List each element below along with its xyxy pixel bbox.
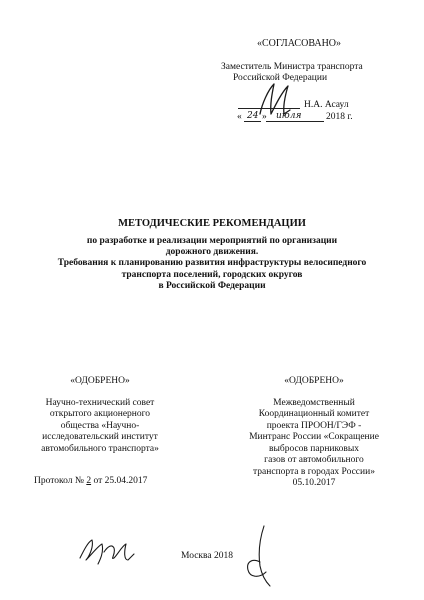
left-approval-block: [10, 376, 190, 455]
date-close-quote: »: [262, 112, 267, 122]
left-approval-line: открытого акционерного: [49, 409, 151, 419]
place-and-year: Москва 2018: [181, 551, 233, 561]
left-approval-line: исследовательский институт: [42, 432, 158, 442]
document-title: МЕТОДИЧЕСКИЕ РЕКОМЕНДАЦИИ: [118, 218, 306, 229]
date-month: июля: [276, 111, 302, 121]
initials-signature-right: [236, 522, 286, 592]
right-approval-line: Межведомственный: [273, 397, 355, 408]
right-approval-line: газов от автомобильного: [264, 455, 364, 465]
right-approval-line: 05.10.2017: [292, 478, 336, 488]
right-approval-line: Минтранс России «Сокращение: [249, 432, 379, 442]
subtitle-line: по разработке и реализации мероприятий по организации: [86, 236, 338, 246]
left-approval-line: Научно-технический совет: [45, 397, 155, 408]
left-approval-heading: «ОДОБРЕНО»: [70, 376, 130, 386]
right-approval-line: Координационный комитет: [258, 409, 370, 419]
initials-signature-left: [74, 530, 144, 570]
right-approval-line: выбросов парниковых: [269, 443, 359, 454]
subtitle-line: Требования к планированию развития инфраструктуры велосипедного: [57, 258, 367, 269]
left-approval-line: общества «Научно-: [60, 420, 140, 431]
subtitle-line: в Российской Федерации: [158, 280, 266, 291]
approval-position-line1: Заместитель Министра транспорта: [221, 62, 363, 72]
right-approval-heading: «ОДОБРЕНО»: [284, 376, 344, 386]
approval-position-line2: Российской Федерации: [233, 73, 328, 83]
protocol-prefix: Протокол №: [34, 476, 84, 486]
protocol-date: от 25.04.2017: [93, 476, 148, 486]
document-subtitle: [0, 236, 424, 292]
date-month-underline: [266, 121, 324, 122]
right-approval-block: [224, 376, 404, 490]
protocol-line: [34, 475, 147, 487]
protocol-number: 2: [86, 476, 92, 486]
subtitle-line: транспорта поселений, городских округов: [121, 269, 303, 280]
date-day: 24: [247, 111, 259, 121]
right-approval-line: проекта ПРООН/ГЭФ -: [266, 420, 362, 431]
date-day-underline: [244, 121, 261, 122]
left-approval-line: автомобильного транспорта»: [41, 443, 159, 454]
date-open-quote: «: [237, 112, 242, 122]
approval-signatory: Н.А. Асаул: [304, 100, 349, 110]
subtitle-line: дорожного движения.: [165, 247, 259, 258]
date-year: 2018 г.: [326, 112, 353, 122]
right-approval-line: транспорта в городах России»: [253, 466, 375, 477]
approval-heading: «СОГЛАСОВАНО»: [257, 38, 342, 49]
